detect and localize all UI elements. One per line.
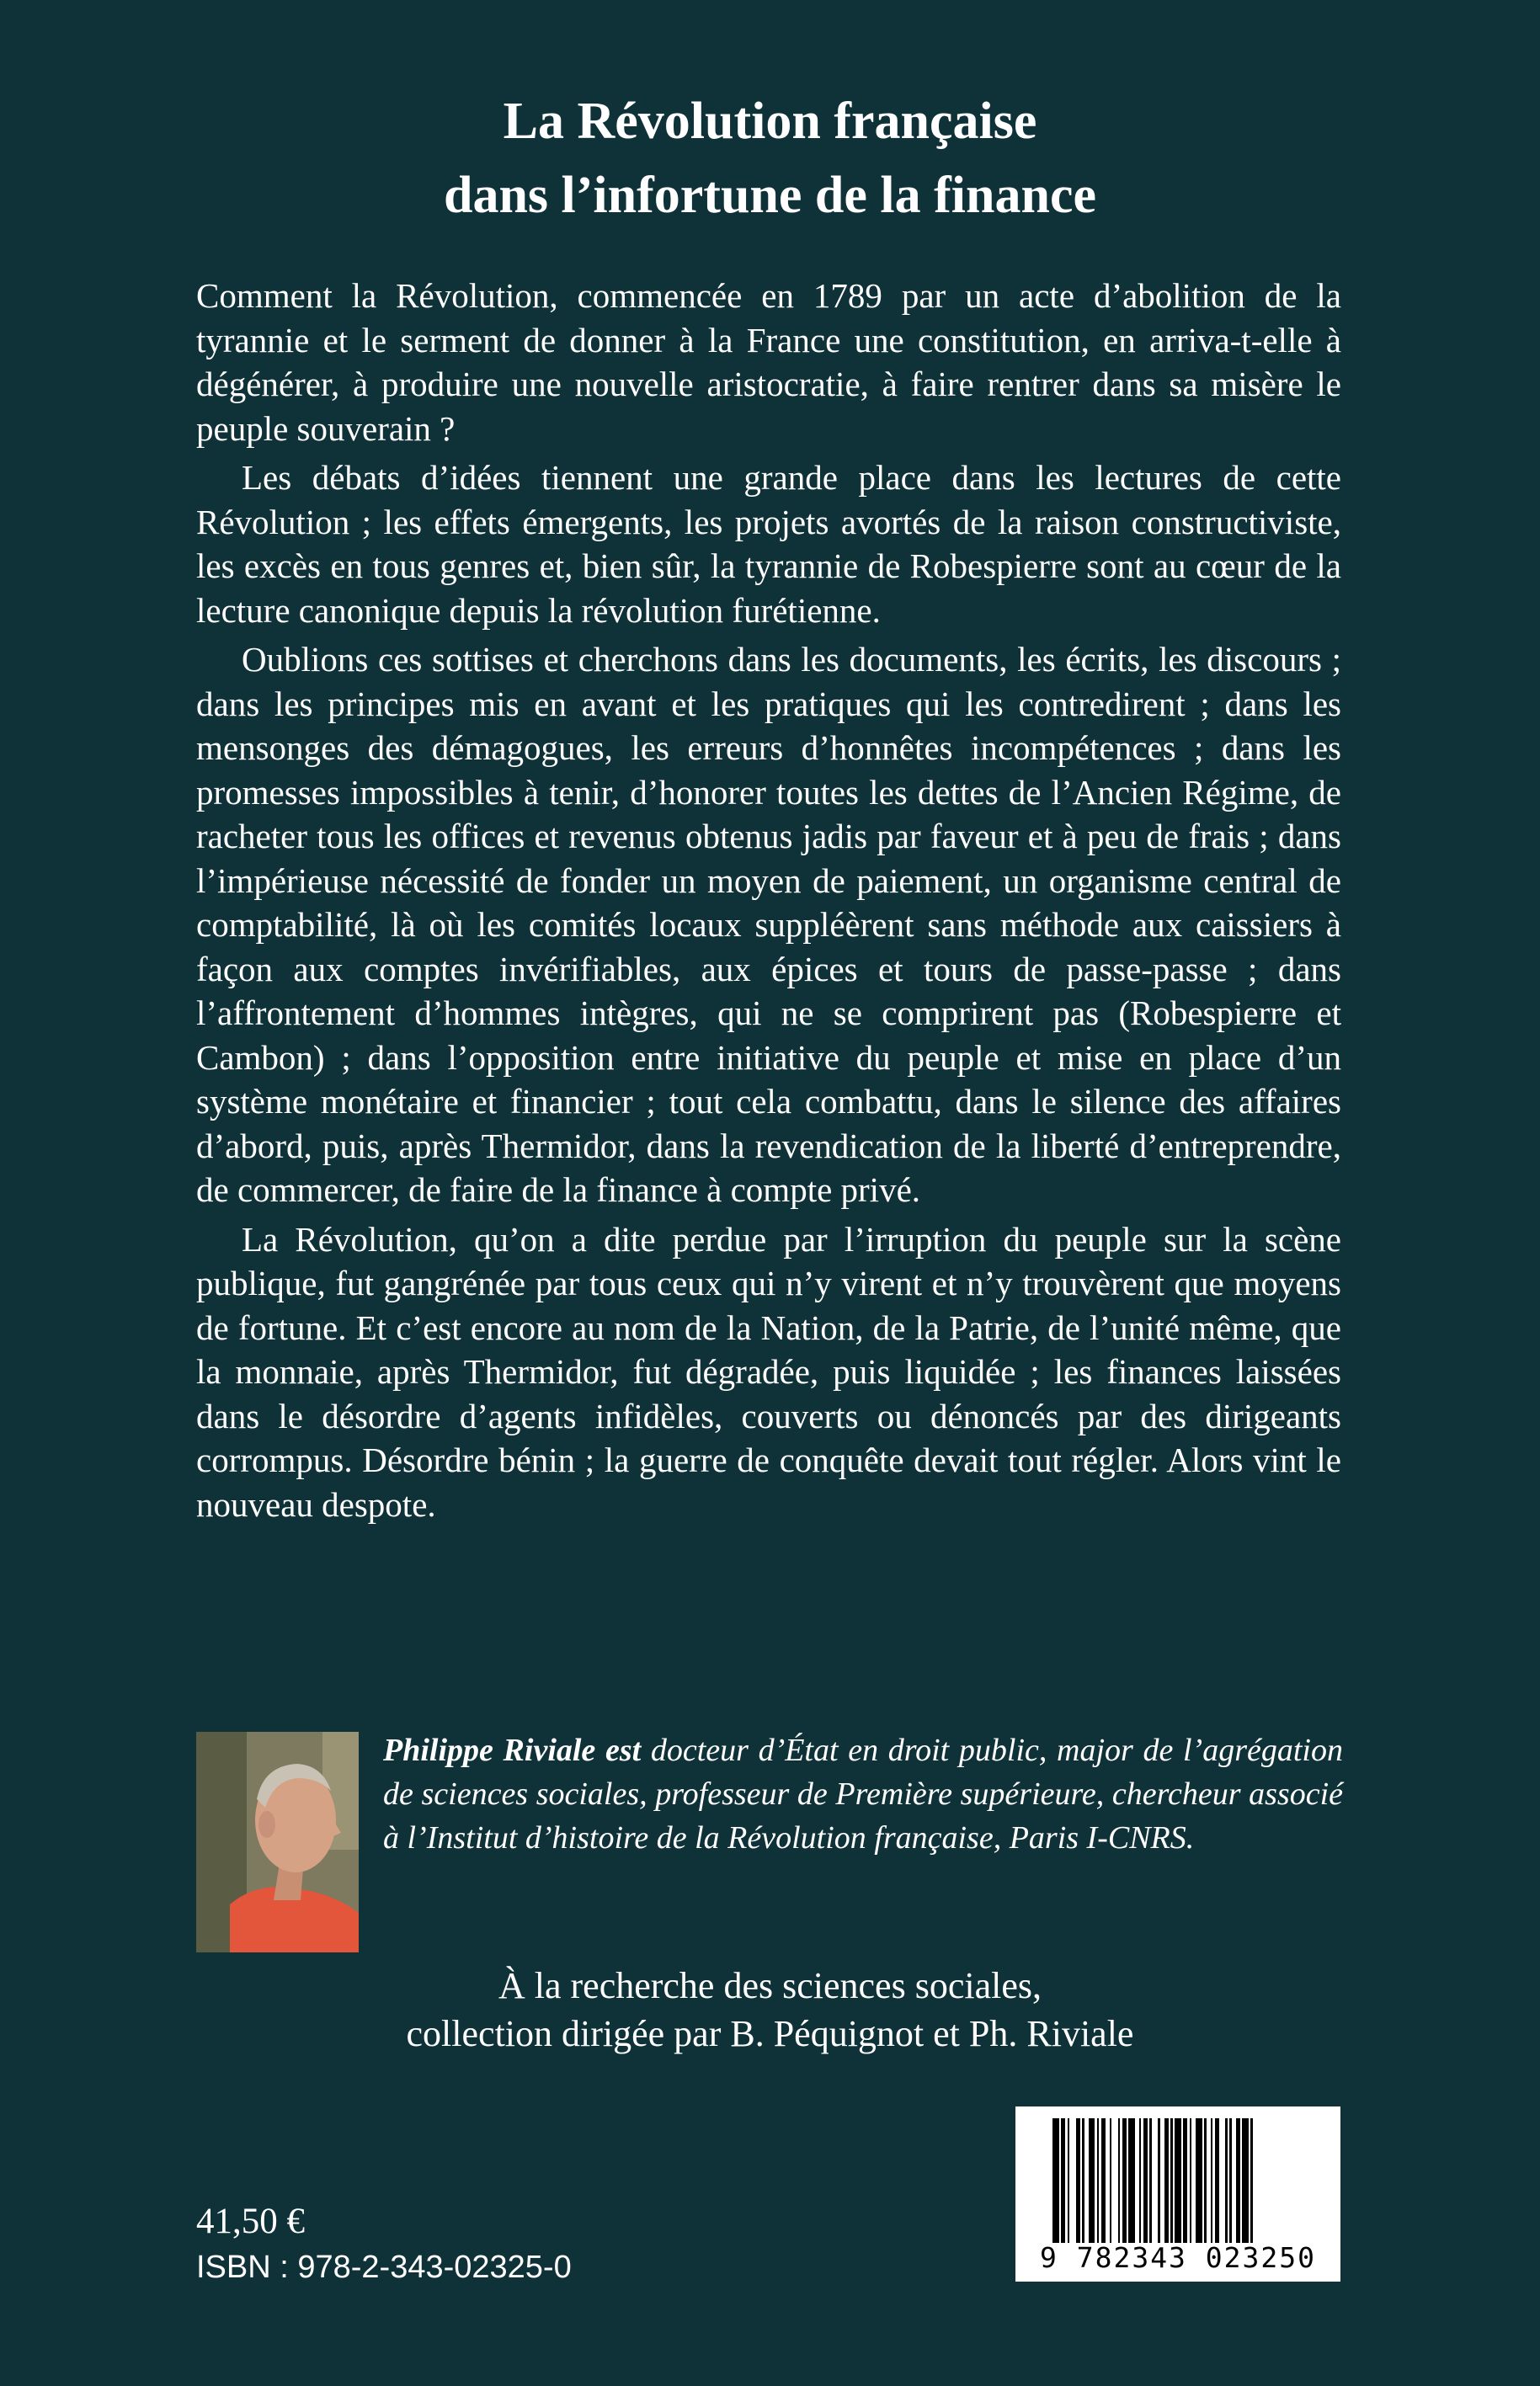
author-photo	[196, 1732, 359, 1952]
barcode-bar	[1236, 2118, 1240, 2243]
barcode-bar	[1082, 2118, 1084, 2243]
blurb-paragraph-3: Oublions ces sottises et cherchons dans les documents, les écrits, les discours ; dans les principes mis en avant et les pratiques qui les contredirent ; dans les mensonges des démagogues, les erreurs d’honnêtes incompétences ; dans les promesses impossibles à tenir, d’honorer toutes les dettes de l’Ancien Régime, de racheter tous les offices et revenus obtenus jadis par faveur et à peu de frais ; dans l’impérieuse nécessité de fonder un moyen de paiement, un organisme central de comptabilité, là où les comités locaux suppléèrent sans méthode aux caissiers à façon aux comptes invérifiables, aux épices et tours de passe-passe ; dans l’affrontement d’hommes intègres, qui ne se comprirent pas (Robespierre et Cambon) ; dans l’opposition entre initiative du peuple et mise en place d’un système monétaire et financier ; tout cela combattu, dans le silence des affaires d’abord, puis, après Thermidor, dans la revendication de la liberté d’entreprendre, de commercer, de faire de la finance à compte privé.	[196, 640, 1341, 1209]
barcode-bar	[1122, 2118, 1127, 2243]
barcode-bars	[1052, 2118, 1302, 2243]
barcode-bar	[1225, 2118, 1228, 2243]
barcode-bar	[1101, 2118, 1106, 2243]
isbn: ISBN : 978-2-343-02325-0	[196, 2250, 572, 2285]
barcode-bar	[1149, 2118, 1152, 2243]
author-bio-text: docteur d’État en droit public, major de l’agrégation de sciences sociales, professeur de Première supérieure, chercheur associé à l’Institut d’histoire de la Révolution française, Paris I-CNRS.	[383, 1733, 1343, 1856]
barcode-bar	[1118, 2118, 1121, 2243]
barcode-bar	[1164, 2118, 1169, 2243]
author-bio	[383, 1728, 1343, 1860]
blurb-text	[196, 274, 1341, 1531]
barcode-bar	[1076, 2118, 1080, 2243]
barcode-bar	[1139, 2118, 1142, 2243]
barcode-bar	[1158, 2118, 1160, 2243]
collection-line-2: collection dirigée par B. Péquignot et Ph. Riviale	[406, 2013, 1134, 2054]
barcode-bar	[1170, 2118, 1173, 2243]
barcode-bar	[1204, 2118, 1207, 2243]
barcode-digits: 9 782343 023250	[1039, 2241, 1316, 2274]
barcode-bar	[1215, 2118, 1219, 2243]
blurb-paragraph-4: La Révolution, qu’on a dite perdue par l’irruption du peuple sur la scène publique, fut gangrénée par tous ceux qui n’y virent et n’y trouvèrent que moyens de fortune. Et c’est encore au nom de la Nation, de la Patrie, de l’unité même, que la monnaie, après Thermidor, fut dégradée, puis liquidée ; les finances laissées dans le désordre d’agents infidèles, couverts ou dénoncés par des dirigeants corrompus. Désordre bénin ; la guerre de conquête devait tout régler. Alors vint le nouveau despote.	[196, 1219, 1341, 1524]
barcode-bar	[1143, 2118, 1148, 2243]
collection-line-1: À la recherche des sciences sociales,	[498, 1965, 1042, 2006]
blurb-paragraph-2: Les débats d’idées tiennent une grande place dans les lectures de cette Révolution ; les effets émergents, les projets avortés de la raison constructiviste, les excès en tous genres et, bien sûr, la tyrannie de Robespierre sont au cœur de la lecture canonique depuis la révolution furétienne.	[196, 458, 1341, 630]
barcode-bar	[1097, 2118, 1100, 2243]
title-line-2: dans l’infortune de la finance	[443, 167, 1097, 224]
barcode-bar	[1061, 2118, 1065, 2243]
barcode-bar	[1242, 2118, 1249, 2243]
barcode-bar	[1229, 2118, 1232, 2243]
blurb-paragraph-1: Comment la Révolution, commencée en 1789 par un acte d’abolition de la tyrannie et le serment de donner à la France une constitution, en arriva-t-elle à dégénérer, à produire une nouvelle aristocratie, à faire rentrer dans sa misère le peuple souverain ?	[196, 276, 1341, 448]
barcode	[1015, 2106, 1340, 2282]
price: 41,50 €	[196, 2202, 305, 2241]
author-portrait-illustration	[196, 1732, 359, 1952]
barcode-bar	[1068, 2118, 1070, 2243]
author-name: Philippe Riviale est	[383, 1733, 642, 1768]
barcode-bar	[1110, 2118, 1112, 2243]
barcode-bar	[1052, 2118, 1059, 2243]
collection-info	[0, 1962, 1540, 2058]
barcode-bar	[1190, 2118, 1192, 2243]
title-line-1: La Révolution française	[503, 93, 1037, 150]
barcode-bar	[1128, 2118, 1135, 2243]
barcode-bar	[1183, 2118, 1187, 2243]
barcode-bar	[1211, 2118, 1213, 2243]
barcode-bar	[1089, 2118, 1095, 2243]
barcode-bar	[1175, 2118, 1181, 2243]
barcode-bar	[1196, 2118, 1202, 2243]
barcode-bar	[1250, 2118, 1253, 2243]
book-title	[0, 84, 1540, 232]
